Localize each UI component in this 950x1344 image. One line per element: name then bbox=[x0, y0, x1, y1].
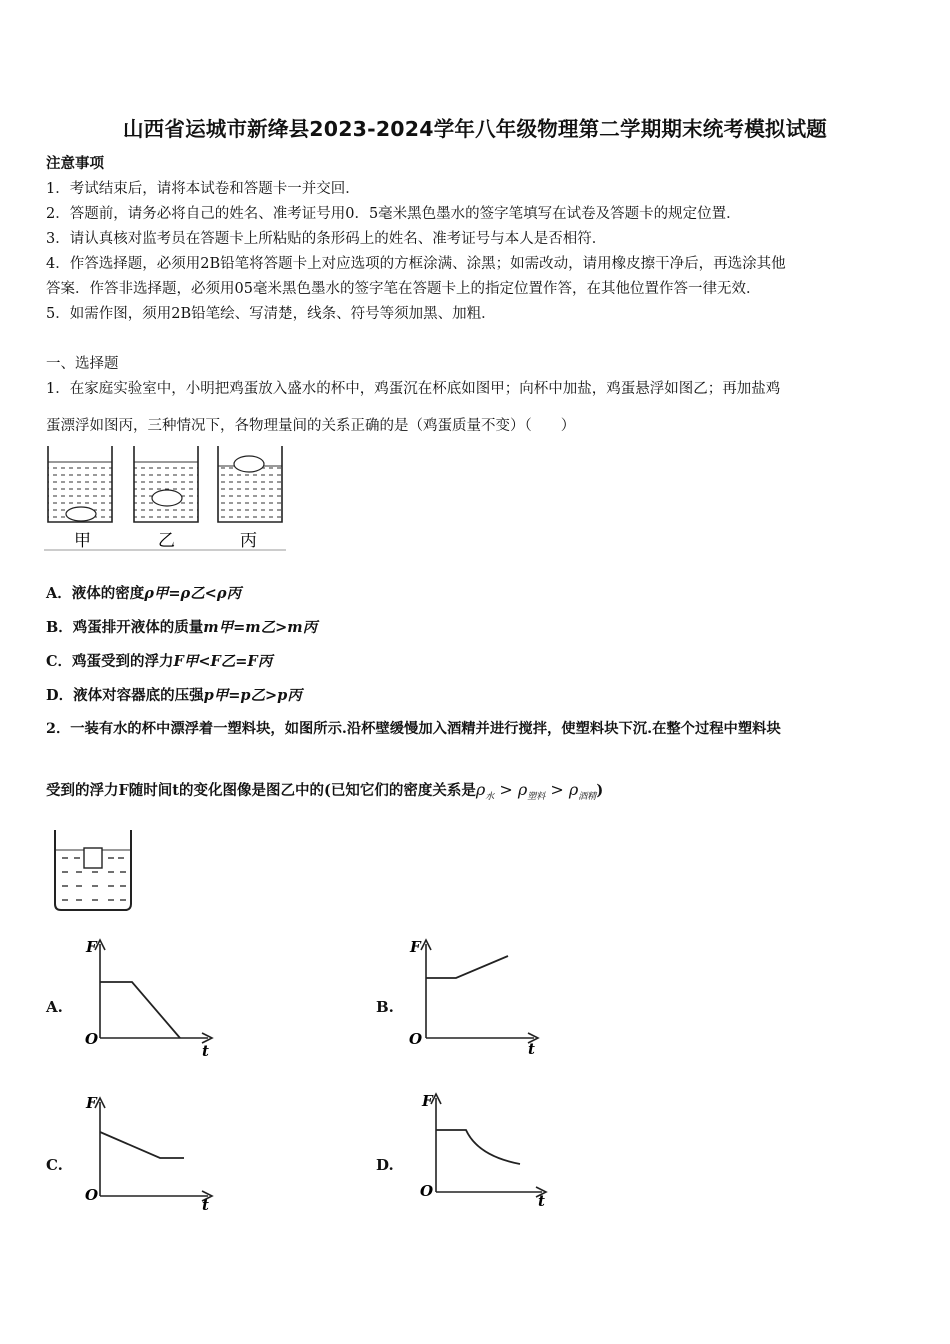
graph-b bbox=[406, 932, 546, 1056]
graph-a bbox=[80, 934, 220, 1058]
caption-bing: 丙 bbox=[240, 531, 257, 551]
rho-sub-alcohol: 酒精 bbox=[578, 792, 597, 803]
notice-item: 2．答题前，请务必将自己的姓名、准考证号用0．5毫米黑色墨水的签字笔填写在试卷及答题卡的规定位置． bbox=[46, 206, 741, 222]
option-text: C．鸡蛋受到的浮力 bbox=[46, 653, 174, 670]
q1-option-d[interactable] bbox=[46, 684, 302, 705]
gt-sign: > bbox=[550, 780, 564, 799]
notice-item: 5．如需作图，须用2B铅笔绘、写清楚，线条、符号等须加黑、加粗． bbox=[46, 306, 496, 322]
option-text: A．液体的密度 bbox=[46, 585, 145, 602]
section-heading: 一、选择题 bbox=[46, 356, 119, 372]
axis-f-label: F bbox=[86, 1094, 97, 1112]
axis-t-label: t bbox=[538, 1192, 545, 1210]
q2-stem-line2 bbox=[46, 779, 603, 802]
caption-yi: 乙 bbox=[158, 531, 175, 551]
beaker-yi bbox=[134, 446, 198, 522]
option-formula: ρ甲=ρ乙<ρ丙 bbox=[144, 585, 241, 602]
notice-item: 答案．作答非选择题，必须用05毫米黑色墨水的签字笔在答题卡上的指定位置作答，在其他位置作答一律无效． bbox=[46, 281, 761, 297]
option-formula: p甲=p乙>p丙 bbox=[203, 687, 302, 704]
q1-option-a[interactable] bbox=[46, 582, 241, 603]
origin-label: O bbox=[420, 1182, 434, 1200]
density-relation bbox=[475, 780, 597, 803]
axis-f-label: F bbox=[86, 938, 97, 956]
q1-stem-line1: 1．在家庭实验室中，小明把鸡蛋放入盛水的杯中，鸡蛋沉在杯底如图甲；向杯中加盐，鸡蛋悬浮如图乙；再加盐鸡 bbox=[46, 381, 781, 397]
close-paren: ) bbox=[596, 782, 604, 799]
rho-symbol: ρ bbox=[475, 780, 486, 799]
q1-stem-line2: 蛋漂浮如图丙，三种情况下，各物理量间的关系正确的是（鸡蛋质量不变）（ ） bbox=[46, 418, 576, 434]
axis-t-label: t bbox=[202, 1196, 209, 1214]
q2-stem-text: 受到的浮力F随时间t的变化图像是图乙中的(已知它们的密度关系是 bbox=[46, 782, 476, 799]
axis-t-label: t bbox=[202, 1042, 209, 1060]
origin-label: O bbox=[85, 1030, 99, 1048]
graph-c bbox=[80, 1092, 220, 1216]
q2-option-c-label[interactable]: C. bbox=[46, 1156, 63, 1174]
q1-option-c[interactable] bbox=[46, 650, 272, 671]
q1-option-b[interactable] bbox=[46, 616, 317, 637]
rho-sub-plastic: 塑料 bbox=[527, 792, 546, 803]
q2-option-b-label[interactable]: B. bbox=[376, 998, 394, 1016]
notice-item: 3．请认真核对监考员在答题卡上所粘贴的条形码上的姓名、准考证号与本人是否相符． bbox=[46, 231, 607, 247]
plastic-block bbox=[84, 848, 102, 868]
rho-sub-water: 水 bbox=[485, 792, 495, 803]
q2-option-d-label[interactable]: D. bbox=[376, 1156, 394, 1174]
origin-label: O bbox=[85, 1186, 99, 1204]
option-text: D．液体对容器底的压强 bbox=[46, 687, 204, 704]
option-formula: m甲=m乙>m丙 bbox=[203, 619, 318, 636]
egg bbox=[66, 507, 96, 521]
notice-item: 4．作答选择题，必须用2B铅笔将答题卡上对应选项的方框涂满、涂黑；如需改动，请用橡皮擦干净后，再选涂其他 bbox=[46, 256, 786, 272]
axis-t-label: t bbox=[528, 1040, 535, 1058]
q1-beakers-figure bbox=[44, 444, 286, 552]
option-text: B．鸡蛋排开液体的质量 bbox=[46, 619, 204, 636]
notice-heading: 注意事项 bbox=[46, 155, 104, 172]
notice-item: 1．考试结束后，请将本试卷和答题卡一并交回． bbox=[46, 181, 360, 197]
egg bbox=[152, 490, 182, 506]
option-formula: F甲<F乙=F丙 bbox=[173, 653, 273, 670]
rho-symbol: ρ bbox=[568, 780, 579, 799]
caption-jia: 甲 bbox=[74, 531, 91, 551]
beaker-bing bbox=[218, 446, 282, 522]
axis-f-label: F bbox=[422, 1092, 433, 1110]
q2-cup-figure bbox=[52, 828, 134, 914]
gt-sign: > bbox=[499, 780, 513, 799]
egg bbox=[234, 456, 264, 472]
graph-d bbox=[418, 1088, 558, 1212]
page-title: 山西省运城市新绛县2023-2024学年八年级物理第二学期期末统考模拟试题 bbox=[122, 117, 828, 141]
beaker-jia bbox=[48, 446, 112, 522]
q2-option-a-label[interactable]: A. bbox=[46, 998, 63, 1016]
rho-symbol: ρ bbox=[517, 780, 528, 799]
q2-stem-line1: 2．一装有水的杯中漂浮着一塑料块，如图所示.沿杯壁缓慢加入酒精并进行搅拌，使塑料块下沉.在整个过程中塑料块 bbox=[46, 721, 781, 737]
axis-f-label: F bbox=[410, 938, 421, 956]
origin-label: O bbox=[409, 1030, 423, 1048]
